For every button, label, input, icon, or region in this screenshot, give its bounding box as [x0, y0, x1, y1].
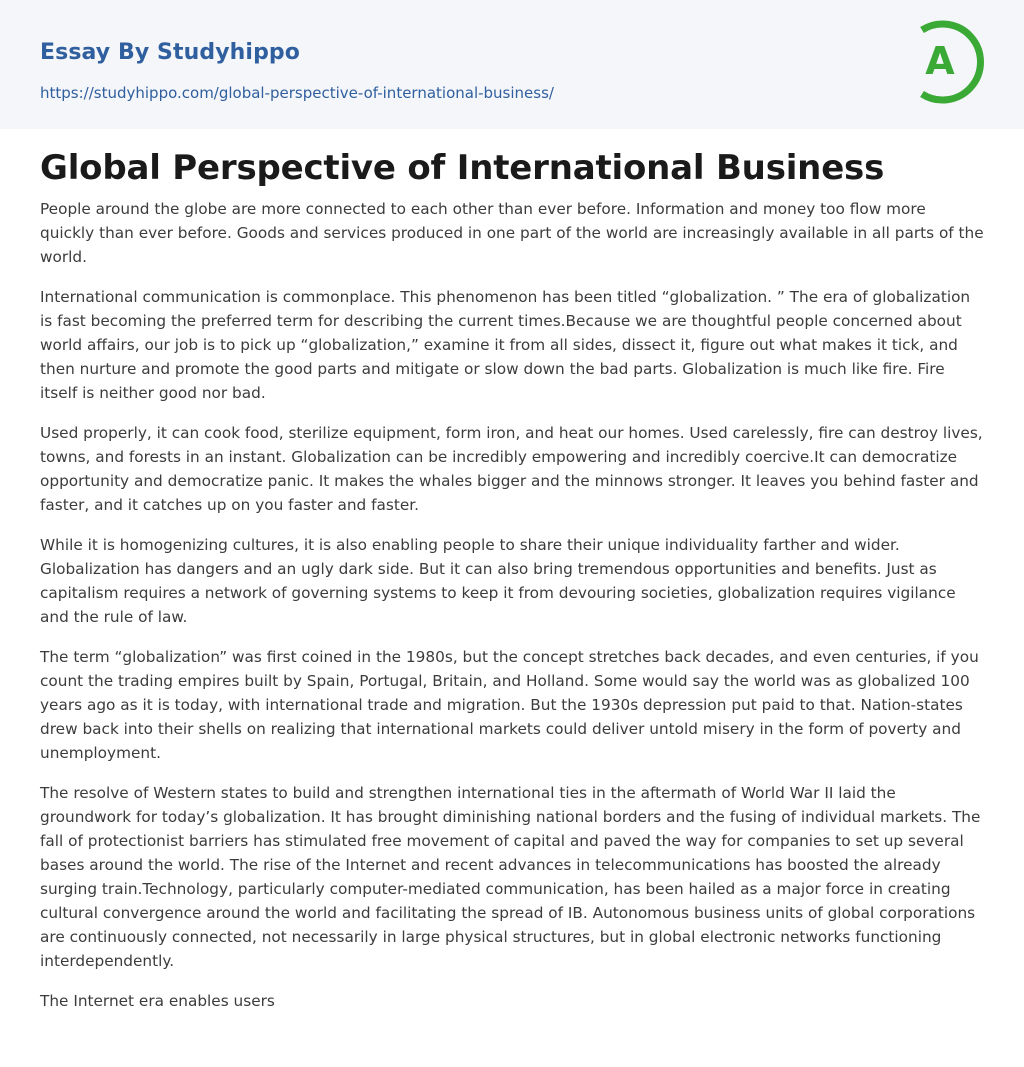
essay-body	[40, 197, 984, 1013]
brand-title: Essay By Studyhippo	[40, 40, 300, 65]
paragraph: The resolve of Western states to build and strengthen international ties in the aftermath of World War II laid the groundwork for today’s globalization. It has brought diminishing national borders and the fusing of individual markets. The fall of protectionist barriers has stimulated free movement of capital and paved the way for companies to set up several bases around the world. The rise of the Internet and recent advances in telecommunications has boosted the already surging train.Technology, particularly computer-mediated communication, has been hailed as a major force in creating cultural convergence around the world and facilitating the spread of IB. Autonomous business units of global corporations are continuously connected, not necessarily in large physical structures, but in global electronic networks functioning interdependently.	[40, 784, 981, 970]
paragraph: The Internet era enables users	[40, 992, 275, 1010]
paragraph: The term “globalization” was first coined in the 1980s, but the concept stretches back decades, and even centuries, if you count the trading empires built by Spain, Portugal, Britain, and Holland. Some would say the world was as globalized 100 years ago as it is today, with international trade and migration. But the 1930s depression put paid to that. Nation-states drew back into their shells on realizing that international markets could deliver untold misery in the form of poverty and unemployment.	[40, 648, 979, 762]
essay-title: Global Perspective of International Business	[40, 148, 885, 188]
source-url-link[interactable]: https://studyhippo.com/global-perspective-of-international-business/	[40, 84, 554, 102]
paragraph: Used properly, it can cook food, sterilize equipment, form iron, and heat our homes. Used carelessly, fire can destroy lives, towns, and forests in an instant. Globalization can be incredibly empowering and incredibly coercive.It can democratize opportunity and democratize panic. It makes the whales bigger and the minnows stronger. It leaves you behind faster and faster, and it catches up on you faster and faster.	[40, 424, 983, 514]
paragraph: While it is homogenizing cultures, it is also enabling people to share their unique individuality farther and wider. Globalization has dangers and an ugly dark side. But it can also bring tremendous opportunities and benefits. Just as capitalism requires a network of governing systems to keep it from devouring societies, globalization requires vigilance and the rule of law.	[40, 536, 956, 626]
paragraph: International communication is commonplace. This phenomenon has been titled “globalization. ” The era of globalization is fast becoming the preferred term for describing the current times.Because we are thoughtful people concerned about world affairs, our job is to pick up “globalization,” examine it from all sides, dissect it, figure out what makes it tick, and then nurture and promote the good parts and mitigate or slow down the bad parts. Globalization is much like fire. Fire itself is neither good nor bad.	[40, 288, 971, 402]
logo-letter: A	[925, 39, 955, 83]
paragraph: People around the globe are more connected to each other than ever before. Information and money too flow more quickly than ever before. Goods and services produced in one part of the world are increasingly available in all parts of the world.	[40, 200, 984, 266]
